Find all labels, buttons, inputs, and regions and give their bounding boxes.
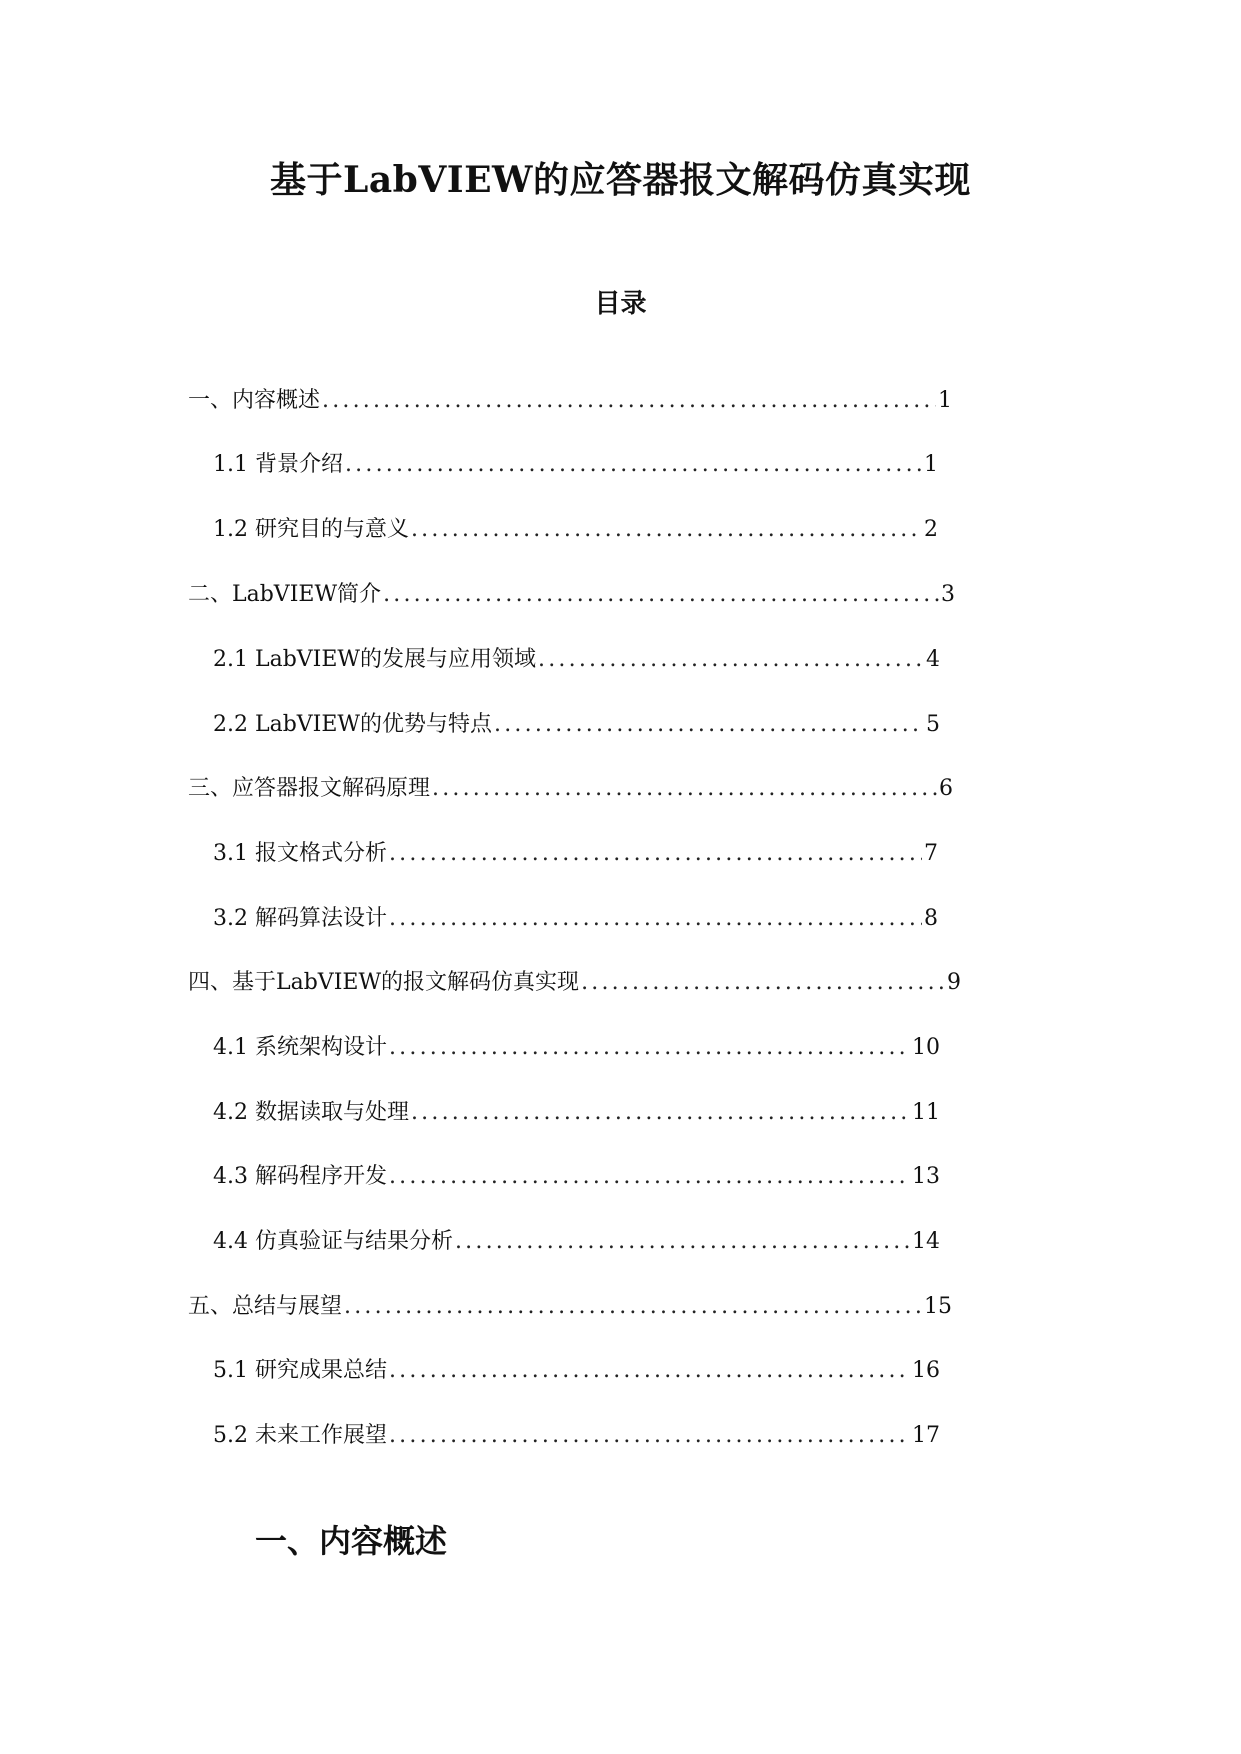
toc-entry[interactable]	[188, 1291, 952, 1323]
toc-entry-label: 三、应答器报文解码原理	[188, 776, 431, 801]
toc-entry[interactable]	[213, 1355, 940, 1387]
toc-entry[interactable]	[213, 903, 938, 935]
toc-leader-dots	[389, 903, 922, 935]
toc-entry[interactable]	[213, 1420, 940, 1452]
toc-heading: 目录	[594, 289, 647, 319]
toc-entry[interactable]	[213, 709, 940, 741]
toc-entry-label: 4.4 仿真验证与结果分析	[213, 1229, 453, 1254]
toc-entry[interactable]	[213, 838, 938, 870]
toc-leader-dots	[344, 1291, 922, 1323]
toc-entry[interactable]	[213, 1097, 940, 1129]
toc-entry-page: 3	[941, 582, 955, 607]
toc-leader-dots	[411, 514, 922, 546]
toc-entry-page: 13	[912, 1164, 940, 1189]
toc-entry-page: 7	[924, 841, 938, 866]
toc-leader-dots	[345, 449, 922, 481]
toc-entry[interactable]	[188, 773, 953, 805]
toc-entry-label: 五、总结与展望	[188, 1294, 343, 1319]
toc-entry-label: 3.1 报文格式分析	[213, 841, 387, 866]
toc-entry-page: 17	[912, 1423, 940, 1448]
toc-entry-label: 二、LabVIEW简介	[188, 582, 382, 607]
toc-leader-dots	[389, 1032, 910, 1064]
toc-entry-page: 9	[947, 970, 961, 995]
toc-leader-dots	[389, 1161, 910, 1193]
toc-leader-dots	[389, 1355, 910, 1387]
toc-leader-dots	[389, 838, 922, 870]
toc-entry-page: 6	[939, 776, 953, 801]
toc-leader-dots	[411, 1097, 910, 1129]
toc-entry-page: 10	[912, 1035, 940, 1060]
toc-entry-page: 4	[926, 647, 940, 672]
toc-leader-dots	[494, 709, 924, 741]
toc-entry-label: 2.2 LabVIEW的优势与特点	[213, 712, 493, 737]
toc-entry-page: 11	[912, 1100, 940, 1125]
toc-entry[interactable]	[188, 579, 955, 611]
toc-entry[interactable]	[213, 1226, 940, 1258]
toc-entry-label: 4.1 系统架构设计	[213, 1035, 387, 1060]
section-heading: 一、内容概述	[255, 1522, 448, 1560]
toc-entry[interactable]	[188, 967, 961, 999]
toc-entry-label: 1.2 研究目的与意义	[213, 517, 409, 542]
toc-leader-dots	[322, 385, 936, 417]
toc-entry-label: 3.2 解码算法设计	[213, 906, 387, 931]
toc-entry-page: 1	[924, 452, 938, 477]
toc-entry-label: 1.1 背景介绍	[213, 452, 343, 477]
toc-entry-page: 1	[938, 388, 952, 413]
toc-entry-page: 5	[926, 712, 940, 737]
toc-leader-dots	[581, 967, 945, 999]
toc-entry[interactable]	[213, 449, 938, 481]
toc-entry-label: 四、基于LabVIEW的报文解码仿真实现	[188, 970, 580, 995]
toc-entry[interactable]	[213, 644, 940, 676]
toc-leader-dots	[455, 1226, 910, 1258]
toc-entry-page: 8	[924, 906, 938, 931]
toc-entry-page: 14	[912, 1229, 940, 1254]
toc-leader-dots	[538, 644, 924, 676]
toc-entry-label: 5.1 研究成果总结	[213, 1358, 387, 1383]
toc-entry[interactable]	[213, 1161, 940, 1193]
toc-entry[interactable]	[188, 385, 952, 417]
toc-entry-label: 5.2 未来工作展望	[213, 1423, 387, 1448]
toc-entry-label: 2.1 LabVIEW的发展与应用领域	[213, 647, 537, 672]
toc-entry-page: 16	[912, 1358, 940, 1383]
toc-entry-label: 一、内容概述	[188, 388, 321, 413]
toc-leader-dots	[432, 773, 937, 805]
toc-entry[interactable]	[213, 514, 938, 546]
toc-entry[interactable]	[213, 1032, 940, 1064]
document-title: 基于LabVIEW的应答器报文解码仿真实现	[270, 159, 971, 201]
toc-entry-label: 4.3 解码程序开发	[213, 1164, 387, 1189]
toc-entry-label: 4.2 数据读取与处理	[213, 1100, 409, 1125]
toc-entry-page: 15	[924, 1294, 952, 1319]
toc-entry-page: 2	[924, 517, 938, 542]
toc-leader-dots	[383, 579, 939, 611]
toc-leader-dots	[389, 1420, 910, 1452]
